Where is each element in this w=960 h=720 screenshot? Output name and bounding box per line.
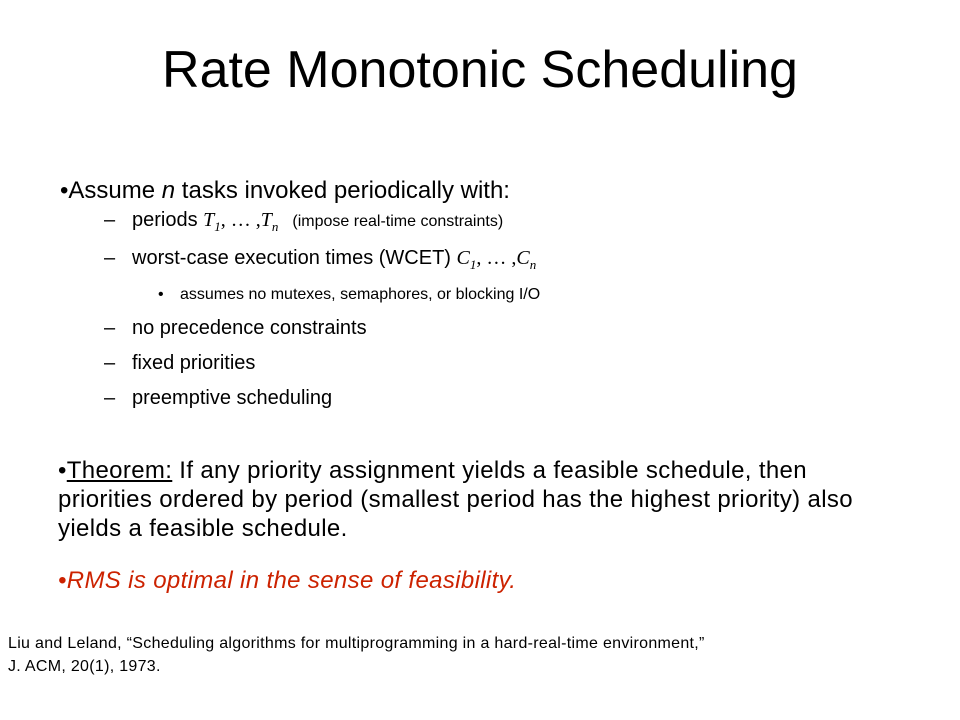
assume-line: •Assume n tasks invoked periodically with: bbox=[60, 177, 510, 204]
wcet-line: – worst-case execution times (WCET) $C_1$, … $,C_n$ bbox=[104, 247, 537, 272]
periods-label: periods bbox=[132, 209, 198, 231]
assume-suffix: tasks invoked periodically with: bbox=[175, 177, 510, 204]
theorem-label: Theorem: bbox=[66, 457, 173, 484]
optimality-statement: •RMS is optimal in the sense of feasibility. bbox=[58, 567, 517, 594]
periods-note: (impose real-time constraints) bbox=[292, 213, 504, 230]
theorem-paragraph: •Theorem: If any priority assignment yields a feasible schedule, then priorities ordered by period (smallest period has the highest priority) also yields a feasible schedule. bbox=[58, 457, 853, 542]
periods-formula: $T_1$, … $,T_n$ bbox=[203, 209, 279, 234]
wcet-formula: $C_1$, … $,C_n$ bbox=[456, 247, 537, 272]
assume-prefix: Assume bbox=[68, 177, 162, 204]
citation: Liu and Leland, “Scheduling algorithms for multiprogramming in a hard-real-time environment,” J. ACM, 20(1), 1973. bbox=[8, 635, 705, 675]
list-item: – fixed priorities bbox=[104, 352, 256, 374]
slide-title: Rate Monotonic Scheduling bbox=[162, 41, 798, 99]
wcet-label: worst-case execution times (WCET) bbox=[132, 247, 451, 269]
wcet-note-line: • assumes no mutexes, semaphores, or blocking I/O bbox=[158, 286, 541, 303]
periods-line: – periods $T_1$, … $,T_n$ (impose real-time constraints) bbox=[104, 209, 504, 234]
wcet-note: assumes no mutexes, semaphores, or blocking I/O bbox=[180, 286, 541, 303]
list-item: – preemptive scheduling bbox=[104, 387, 333, 409]
assume-variable: n bbox=[161, 177, 176, 204]
theorem-text: If any priority assignment yields a feasible schedule, then priorities ordered by period (smallest period has the highest priority) also yields a feasible schedule. bbox=[58, 457, 853, 542]
list-item: – no precedence constraints bbox=[104, 317, 367, 339]
